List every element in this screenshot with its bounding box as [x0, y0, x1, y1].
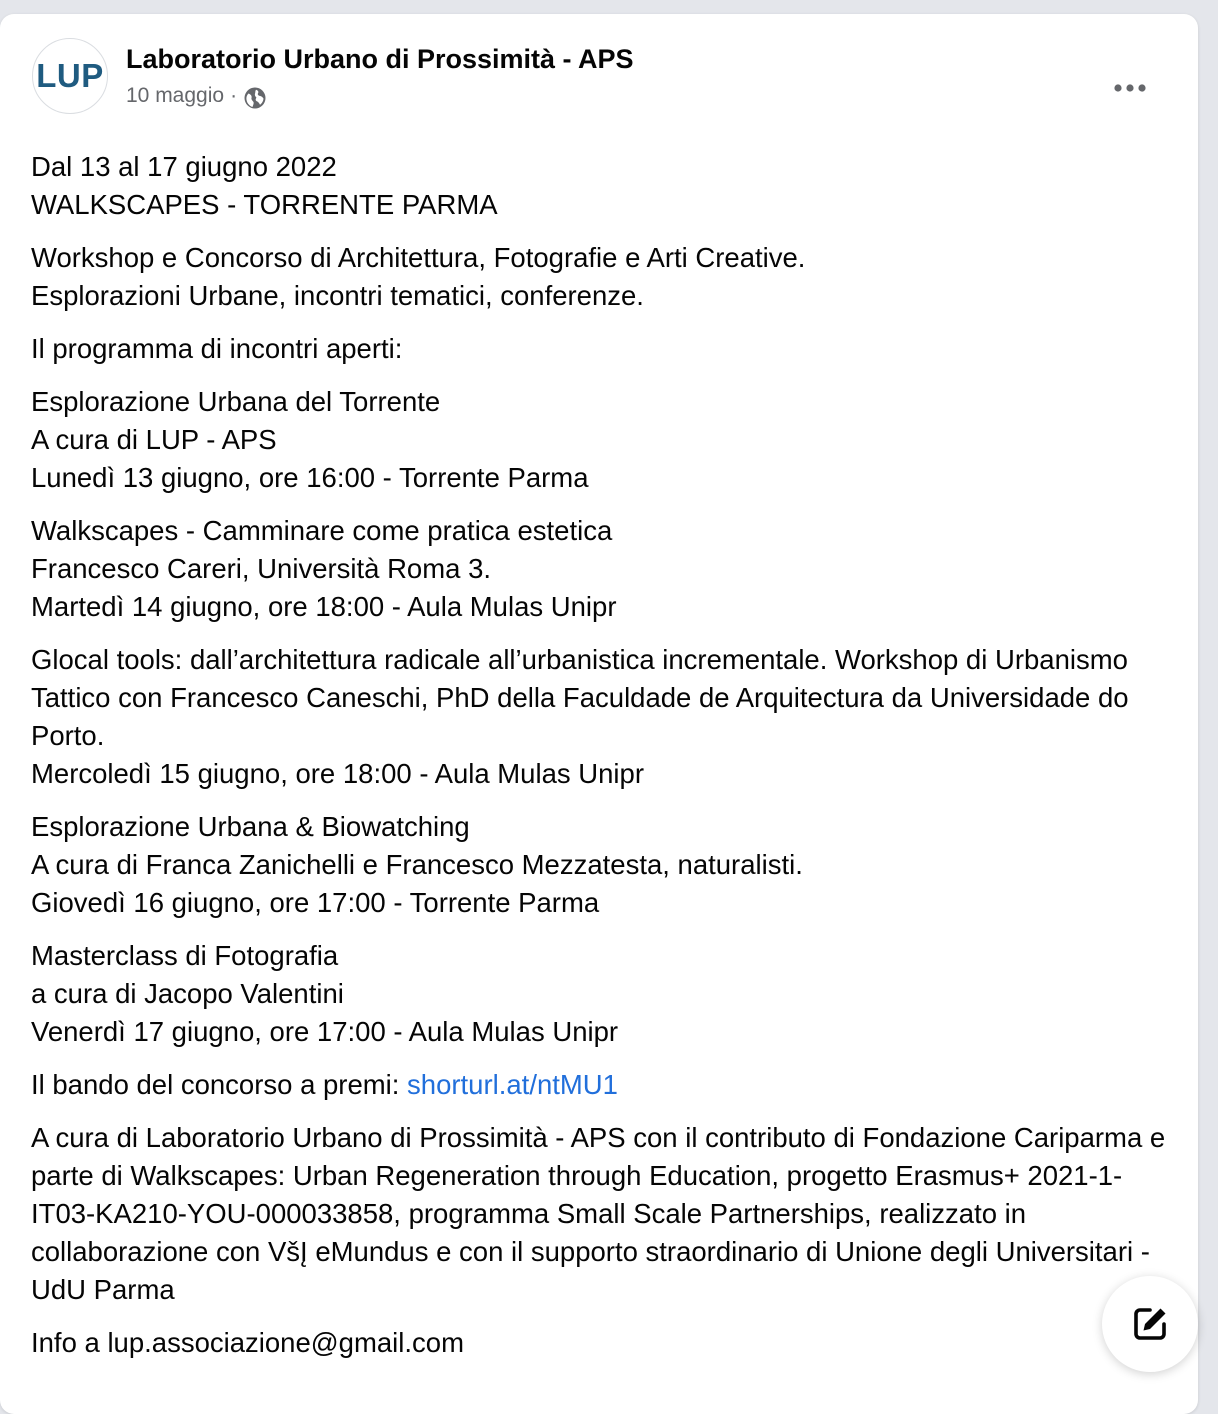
program-heading-text: Il programma di incontri aperti:: [31, 333, 403, 364]
event-schedule: Giovedì 16 giugno, ore 17:00 - Torrente Parma: [31, 887, 600, 918]
credits-text: A cura di Laboratorio Urbano di Prossimità - APS con il contributo di Fondazione Cariparma e parte di Walkscapes: Urban Regeneration through Education, progetto Erasmus+ 2021-1-IT03-KA210-YOU-000033858, programma Small Scale Partnerships, realizzato in collaborazione con VšĮ eMundus e con il supporto straordinario di Unione degli Universitari - UdU Parma: [31, 1122, 1166, 1305]
event-detail: A cura di LUP - APS: [31, 424, 277, 455]
event-schedule: Mercoledì 15 giugno, ore 18:00 - Aula Mulas Unipr: [31, 758, 644, 789]
post-date-link[interactable]: 10 maggio: [126, 84, 225, 107]
compose-edit-icon: [1130, 1304, 1170, 1344]
contest-paragraph: [31, 1066, 1181, 1104]
compose-button[interactable]: [1102, 1276, 1198, 1372]
summary-paragraph: [31, 239, 1181, 315]
event-detail: A cura di Franca Zanichelli e Francesco Mezzatesta, naturalisti.: [31, 849, 803, 880]
event-title: Glocal tools: dall’architettura radicale all’urbanistica incrementale. Workshop di Urbanismo Tattico con Francesco Caneschi, PhD della Faculdade de Arquitectura da Universidade do Porto.: [31, 644, 1129, 751]
avatar-logo-text: LUP: [36, 57, 104, 94]
event-title: Walkscapes - Camminare come pratica estetica: [31, 515, 613, 546]
contest-link[interactable]: shorturl.at/ntMU1: [407, 1069, 618, 1100]
more-options-icon: [1112, 83, 1148, 93]
post-meta: [126, 82, 267, 110]
event-detail: a cura di Jacopo Valentini: [31, 978, 344, 1009]
event-item: [31, 641, 1181, 793]
program-heading: [31, 330, 1181, 368]
info-paragraph: [31, 1324, 1181, 1362]
intro-paragraph: [31, 148, 1181, 224]
post-card: [0, 14, 1198, 1414]
event-item: [31, 937, 1181, 1051]
summary-line-2: Esplorazioni Urbane, incontri tematici, conferenze.: [31, 280, 644, 311]
event-schedule: Venerdì 17 giugno, ore 17:00 - Aula Mulas Unipr: [31, 1016, 619, 1047]
info-text: Info a lup.associazione@gmail.com: [31, 1327, 464, 1358]
event-item: [31, 383, 1181, 497]
credits-paragraph: [31, 1119, 1181, 1309]
more-options-button[interactable]: [1104, 66, 1156, 110]
post-text: [31, 148, 1181, 1377]
date-range-line: Dal 13 al 17 giugno 2022: [31, 151, 337, 182]
event-title-line: WALKSCAPES - TORRENTE PARMA: [31, 189, 498, 220]
event-schedule: Lunedì 13 giugno, ore 16:00 - Torrente Parma: [31, 462, 589, 493]
event-detail: Francesco Careri, Università Roma 3.: [31, 553, 492, 584]
event-title: Masterclass di Fotografia: [31, 940, 339, 971]
contest-label: Il bando del concorso a premi:: [31, 1069, 408, 1100]
avatar[interactable]: [32, 38, 108, 114]
meta-separator: ·: [230, 84, 238, 107]
summary-line-1: Workshop e Concorso di Architettura, Fotografie e Arti Creative.: [31, 242, 806, 273]
page-name-link[interactable]: Laboratorio Urbano di Prossimità - APS: [126, 44, 634, 74]
event-title: Esplorazione Urbana & Biowatching: [31, 811, 470, 842]
event-item: [31, 512, 1181, 626]
globe-icon[interactable]: [243, 86, 267, 110]
event-item: [31, 808, 1181, 922]
event-schedule: Martedì 14 giugno, ore 18:00 - Aula Mulas Unipr: [31, 591, 617, 622]
contest-line: [31, 1066, 1181, 1104]
event-title: Esplorazione Urbana del Torrente: [31, 386, 441, 417]
